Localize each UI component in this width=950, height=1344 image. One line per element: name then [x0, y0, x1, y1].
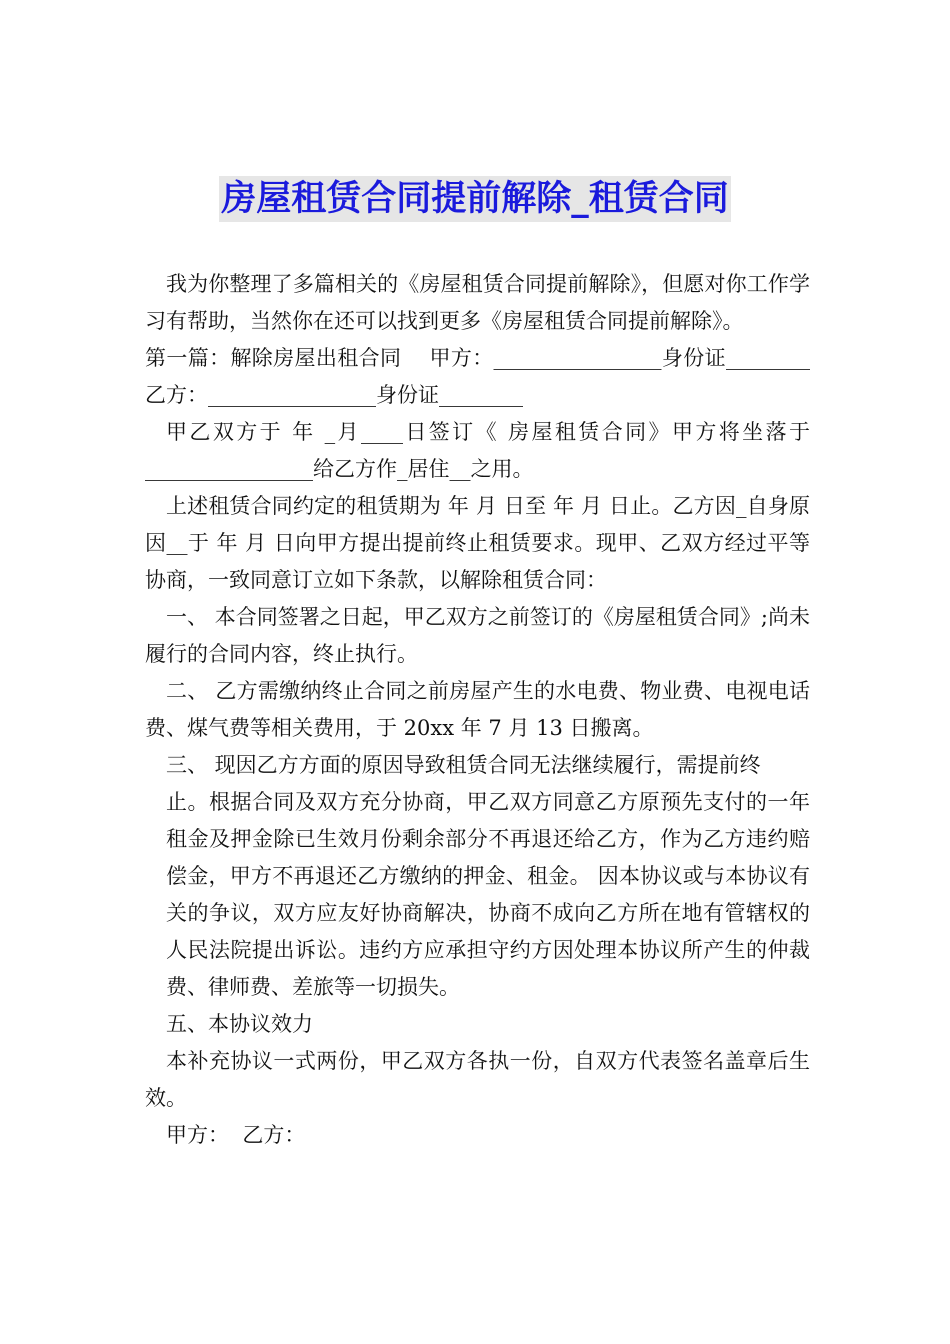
- clause-three: 三、 现因乙方方面的原因导致租赁合同无法继续履行，需提前终: [166, 753, 761, 777]
- clause-two: 二、 乙方需缴纳终止合同之前房屋产生的水电费、物业费、电视电话费、煤气费等相关费用，于 20xx 年 7 月 13 日搬离。: [145, 679, 810, 740]
- signature-line: 甲方： 乙方：: [166, 1123, 306, 1147]
- title-wrapper: [0, 176, 950, 222]
- clause-five-body: 本补充协议一式两份，甲乙双方各执一份，自双方代表签名盖章后生效。: [145, 1049, 810, 1110]
- document-title: 房屋租赁合同提前解除_租赁合同: [219, 176, 731, 222]
- clause-five-heading: 五、本协议效力: [166, 1012, 313, 1036]
- lease-term-paragraph: 上述租赁合同约定的租赁期为 年 月 日至 年 月 日止。乙方因_自身原因__于 年 月 日向甲方提出提前终止租赁要求。现甲、乙双方经过平等协商，一致同意订立如下条款，以解除租赁合同：: [145, 494, 810, 592]
- clause-three-continued: 止。根据合同及双方充分协商，甲乙双方同意乙方原预先支付的一年租金及押金除已生效月份剩余部分不再退还给乙方，作为乙方违约赔偿金，甲方不再退还乙方缴纳的押金、租金。 因本协议或与本协议有关的争议，双方应友好协商解决，协商不成向乙方所在地有管辖权的人民法院提出诉讼。违约方应承担守约方因处理本协议所产生的仲裁费、律师费、差旅等一切损失。: [166, 790, 810, 999]
- document-body: [145, 266, 817, 1154]
- parties-paragraph: 第一篇：解除房屋出租合同 甲方：________________身份证________ 乙方：________________身份证________: [145, 346, 817, 407]
- intro-paragraph: 我为你整理了多篇相关的《房屋租赁合同提前解除》，但愿对你工作学习有帮助，当然你在还可以找到更多《房屋租赁合同提前解除》。: [145, 272, 810, 333]
- lease-signing-paragraph: 甲乙双方于 年 _月____日签订《 房屋租赁合同》甲方将坐落于________________给乙方作_居住__之用。: [145, 420, 810, 481]
- clause-one: 一、 本合同签署之日起，甲乙双方之前签订的《房屋租赁合同》;尚未履行的合同内容，终止执行。: [145, 605, 810, 666]
